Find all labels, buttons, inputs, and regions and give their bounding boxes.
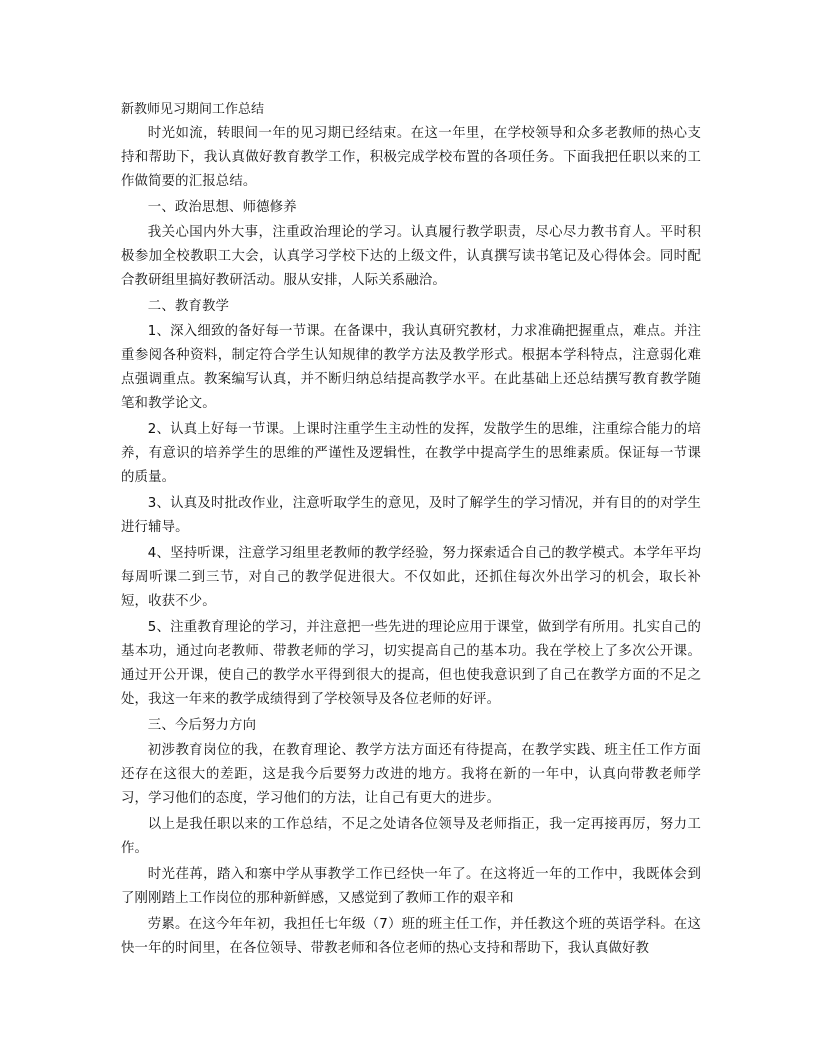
teaching-item-1: 1、深入细致的备好每一节课。在备课中，我认真研究教材，力求准确把握重点，难点。并注重参阅各种资料，制定符合学生认知规律的教学方法及教学形式。根据本学科特点，注意弱化难点强调重点。教案编写认真，并不断归纳总结提高教学水平。在此基础上还总结撰写教育教学随笔和教学论文。 (121, 324, 701, 411)
conclusion-paragraph: 以上是我任职以来的工作总结，不足之处请各位领导及老师指正，我一定再接再厉，努力工作。 (121, 817, 701, 856)
section-heading-politics: 一、政治思想、师德修养 (147, 200, 297, 215)
section-heading-teaching: 二、教育教学 (147, 299, 230, 314)
second-summary-paragraph: 时光荏苒，踏入和寨中学从事教学工作已经快一年了。在这将近一年的工作中，我既体会到了刚刚踏上工作岗位的那种新鲜感，又感觉到了教师工作的艰辛和 (121, 867, 701, 906)
document-body (121, 98, 701, 963)
teaching-item-5: 5、注重教育理论的学习，并注意把一些先进的理论应用于课堂，做到学有所用。扎实自己的基本功，通过向老教师、带教老师的学习，切实提高自己的基本功。我在学校上了多次公开课。通过开公开课，使自己的教学水平得到很大的提高，但也使我意识到了自己在教学方面的不足之处，我这一年来的教学成绩得到了学校领导及各位老师的好评。 (121, 620, 701, 707)
section-heading-future: 三、今后努力方向 (147, 718, 257, 733)
politics-paragraph: 我关心国内外大事，注重政治理论的学习。认真履行教学职责，尽心尽力教书育人。平时积极参加全校教职工大会，认真学习学校下达的上级文件，认真撰写读书笔记及心得体会。同时配合教研组里搞好教研活动。服从安排，人际关系融洽。 (121, 225, 701, 288)
teaching-item-3: 3、认真及时批改作业，注意听取学生的意见，及时了解学生的学习情况，并有目的的对学生进行辅导。 (121, 496, 701, 535)
teaching-item-4: 4、坚持听课，注意学习组里老教师的教学经验，努力探索适合自己的教学模式。本学年平均每周听课二到三节，对自己的教学促进很大。不仅如此，还抓住每次外出学习的机会，取长补短，收获不少。 (121, 546, 701, 609)
document-title: 新教师见习期间工作总结 (121, 102, 265, 117)
teaching-item-2: 2、认真上好每一节课。上课时注重学生主动性的发挥，发散学生的思维，注重综合能力的培养，有意识的培养学生的思维的严谨性及逻辑性，在教学中提高学生的思维素质。保证每一节课的质量。 (121, 422, 701, 485)
future-paragraph: 初涉教育岗位的我，在教育理论、教学方法方面还有待提高，在教学实践、班主任工作方面还存在这很大的差距，这是我今后要努力改进的地方。我将在新的一年中，认真向带教老师学习，学习他们的态度，学习他们的方法，让自己有更大的进步。 (121, 743, 701, 806)
continuation-paragraph: 劳累。在这今年年初，我担任七年级（7）班的班主任工作，并任教这个班的英语学科。在这快一年的时间里，在各位领导、带教老师和各位老师的热心支持和帮助下，我认真做好教 (121, 917, 701, 956)
intro-paragraph: 时光如流，转眼间一年的见习期已经结束。在这一年里，在学校领导和众多老教师的热心支持和帮助下，我认真做好教育教学工作，积极完成学校布置的各项任务。下面我把任职以来的工作做简要的汇报总结。 (121, 126, 701, 189)
